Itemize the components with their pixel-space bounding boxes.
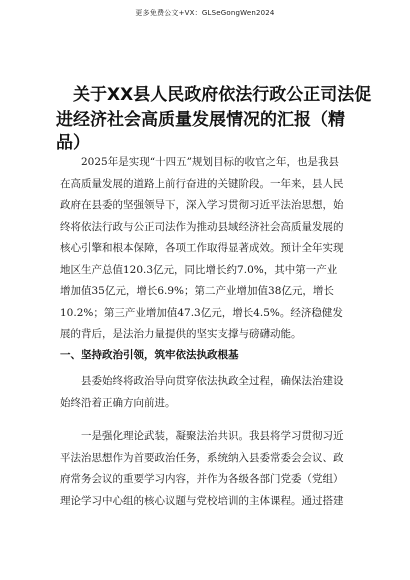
section-heading-1: 一、坚持政治引领，筑牢依法执政根基: [60, 349, 239, 361]
paragraph-line: 10.2%；第三产业增加值47.3亿元，增长4.5%。经济稳健发: [60, 306, 343, 319]
paragraph-line: 县委始终将政治导向贯穿依法执政全过程，确保法治建设: [81, 375, 344, 387]
paragraph-line: 府常务会议的重要学习内容，并作为各级各部门党委（党组）: [60, 473, 344, 485]
document-title-line-2: 进经济社会高质量发展情况的汇报（精品）: [56, 110, 345, 153]
paragraph-line: 展的背后，是法治力量提供的坚实支撑与磅礴动能。: [60, 328, 302, 340]
paragraph-line: 核心引擎和根本保障，各项工作取得显著成效。预计全年实现: [60, 242, 344, 254]
paragraph-line: 始终沿着正确方向前进。: [60, 396, 176, 409]
paragraph-line: 地区生产总值120.3亿元，同比增长约7.0%，其中第一产业: [60, 263, 338, 276]
paragraph-line: 理论学习中心组的核心议题与党校培训的主体课程。通过搭建: [60, 494, 344, 507]
paragraph-line: 平法治思想作为首要政治任务，系统纳入县委常委会会议、政: [60, 451, 344, 464]
paragraph-line: 在高质量发展的道路上前行奋进的关键阶段。一年来，县人民: [60, 177, 344, 190]
paragraph-line: 终将依法行政与公正司法作为推动县域经济社会高质量发展的: [60, 220, 344, 233]
paragraph-line: 政府在县委的坚强领导下，深入学习贯彻习近平法治思想，始: [60, 199, 344, 211]
paragraph-line: 增加值35亿元，增长6.9%；第二产业增加值38亿元，增长: [60, 285, 334, 297]
paragraph-line: 一是强化理论武装，凝聚法治共识。我县将学习贯彻习近: [81, 430, 344, 442]
paragraph-2: [60, 371, 360, 414]
header-note: 更多免费公文+VX：GLSeGongWen2024: [135, 9, 275, 17]
paragraph-1: [60, 152, 360, 346]
paragraph-line: 2025年是实现“十四五”规划目标的收官之年，也是我县: [81, 156, 339, 168]
document-title-line-1: 关于XX县人民政府依法行政公正司法促: [73, 85, 372, 105]
paragraph-3: [60, 426, 360, 512]
